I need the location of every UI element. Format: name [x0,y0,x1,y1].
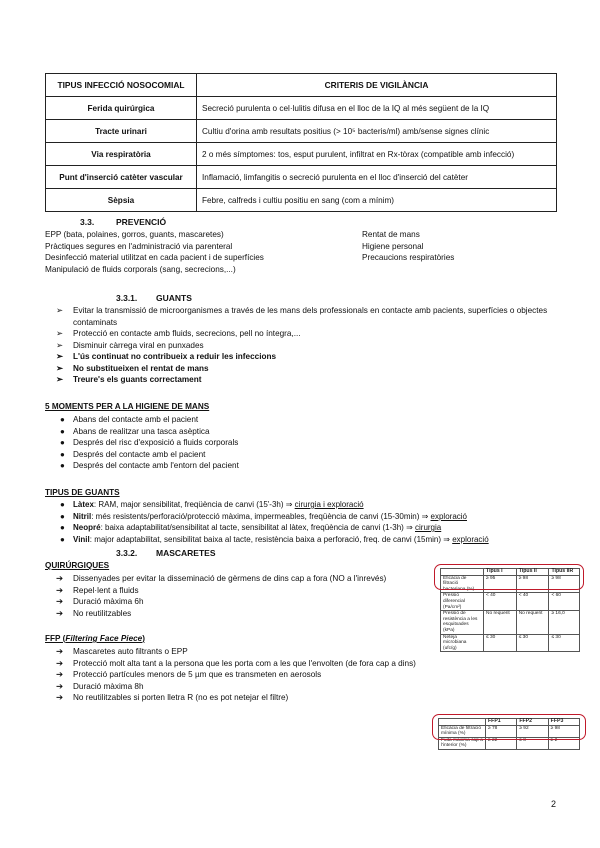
table-cell: < 60 [549,593,580,611]
criteria-cell: Inflamació, limfangitis o secreció purulenta en el lloc d'inserció del catèter [197,166,557,189]
list-item: ➔ Duració màxima 8h [56,680,144,691]
list-item: ● Nitril: més resistents/perforació/protecció màxima, impermeables, freqüència de canvi (15-30min) ⇒ exploració [60,511,467,521]
arrow-right-icon: ➔ [56,692,64,702]
dot-bullet-icon: ● [60,438,65,447]
arrow-bullet-icon: ➢ [56,362,64,373]
nosocomial-criteria-table [45,73,557,212]
list-item: ➔ Protecció partícules menors de 5 µm que es transmeten en aerosols [56,669,322,679]
table-cell: No requerit [484,611,517,634]
table-cell: ≤ 30 [549,634,580,652]
table-cell: ≥ 8 [517,737,548,749]
section-title: MASCARETES [156,548,216,558]
criteria-cell: 2 o més símptomes: tos, esput purulent, infiltrat en Rx-tòrax (compatible amb infecció) [197,143,557,166]
table-row [46,120,557,143]
table-cell: Eficàcia de filtració bacteriana (%) [441,575,484,593]
table-cell: ≥ 98 [516,575,549,593]
table-row [46,143,557,166]
table-cell: < 40 [516,593,549,611]
highlight-outline [434,564,584,590]
list-item: ● Després del contacte amb el pacient [60,449,206,459]
arrow-right-icon: ➔ [56,657,64,668]
moments-list [56,414,239,472]
dot-bullet-icon: ● [60,500,65,509]
arrow-right-icon: ➔ [56,596,64,606]
table-cell: Eficàcia de filtració mínima (%) [439,725,486,737]
arrow-bullet-icon: ➢ [56,374,64,384]
list-item: ● Abans de realitzar una tasca asèptica [60,426,210,436]
list-item: ➢ Evitar la transmissió de microorganismes a través de les mans dels professionals en contacte amb pacients, superfícies o objectes contaminats [56,305,548,327]
section-number: 3.3. [80,217,95,227]
glove-types-heading: TIPUS DE GUANTS [45,488,120,497]
table-cell: ≤ 30 [516,634,549,652]
arrow-right-icon: ➔ [56,607,64,618]
table-header-cell: FFP2 [517,719,548,726]
prevencio-left-list [45,229,264,275]
list-item: Rentat de mans [362,230,420,239]
table-cell: ≥ 2 [548,737,579,749]
arrow-right-icon: ➔ [56,573,64,583]
table-cell: ≥ 16,0 [549,611,580,634]
list-item: Pràctiques segures en l'administració via parenteral [45,241,233,251]
table-row [441,593,580,611]
surgical-masks-heading: QUIRÚRGIQUES [45,561,110,570]
table-cell: ≥ 98 [549,575,580,593]
list-item: ➔ No reutilitzables [56,607,132,618]
dot-bullet-icon: ● [60,415,65,424]
table-cell: ≥ 78 [486,725,517,737]
table-cell: Pressió diferencial (Pa/cm²) [441,593,484,611]
table-cell: ≥ 95 [484,575,517,593]
arrow-bullet-icon: ➢ [56,305,64,315]
list-item: Desinfecció material utilitzat en cada pacient i de superfícies [45,253,264,262]
infection-type-cell: Ferida quirúrgica [46,97,197,120]
list-item: ➔ Protecció molt alta tant a la persona que les porta com a les que l'envolten (de fora cap a dins) [56,657,416,668]
table-cell: Pressió de resistència a les esquitxades (kPa) [441,611,484,634]
dot-bullet-icon: ● [60,461,65,470]
table-cell: ≥ 92 [517,725,548,737]
section-heading-prevencio [80,217,166,227]
infection-type-cell: Sèpsia [46,189,197,212]
section-title: GUANTS [156,293,192,303]
list-item: Precaucions respiratòries [362,253,455,262]
dot-bullet-icon: ● [60,523,65,532]
highlight-outline [432,714,586,740]
dot-bullet-icon: ● [60,426,65,436]
table-header-row [46,74,557,97]
infection-type-cell: Punt d'inserció catèter vascular [46,166,197,189]
ffp-heading: FFP (Filtering Face Piece) [45,634,145,643]
criteria-cell: Secreció purulenta o cel·lulitis difusa en el lloc de la IQ al més següent de la IQ [197,97,557,120]
table-header-cell: Tipus II [516,569,549,576]
table-cell: Neteja microbiana (ufc/g) [441,634,484,652]
page-number: 2 [551,799,557,809]
dot-bullet-icon: ● [60,449,65,459]
table-cell: Fuita màxima cap a l'interior (%) [439,737,486,749]
section-number: 3.3.2. [116,548,138,558]
list-item: ● Abans del contacte amb el pacient [60,415,199,424]
section-title: PREVENCIÓ [116,217,167,227]
section-heading-guants [116,293,192,303]
table-cell: ≤ 30 [484,634,517,652]
glove-types-list [56,499,489,545]
list-item: ● Després del risc d'exposició a fluids corporals [60,438,239,447]
list-item: ➢ L'ús continuat no contribueix a reduir les infeccions [56,351,277,361]
criteria-cell: Febre, calfreds i cultiu positiu en sang (com a mínim) [197,189,557,212]
infection-type-cell: Via respiratòria [46,143,197,166]
list-item: EPP (bata, polaines, gorros, guants, mascaretes) [45,230,224,239]
list-item: ➢ No substitueixen el rentat de mans [56,362,209,373]
section-number: 3.3.1. [116,293,138,303]
table-row [46,189,557,212]
list-item: ➔ Mascaretes auto filtrants o EPP [56,646,188,656]
list-item: ● Neopré: baixa adaptabilitat/sensibilitat al tacte, sensibilitat al làtex, freqüència de canvi (1-3h) ⇒ cirurgia [60,523,442,532]
list-item: ● Vinil: major adaptabilitat, sensibilitat baixa al tacte, resistència baixa a perforació, freq. de canvi (15min) ⇒ exploració [60,534,489,544]
infection-type-cell: Tracte urinari [46,120,197,143]
table-cell: ≥ 22 [486,737,517,749]
arrow-bullet-icon: ➢ [56,328,64,338]
table-row [46,166,557,189]
list-item: ● Làtex: RAM, major sensibilitat, freqüència de canvi (15'-3h) ⇒ cirurgia i exploració [60,500,364,509]
criteria-cell: Cultiu d'orina amb resultats positius (> 10⁵ bacteris/ml) amb/sense signes clínic [197,120,557,143]
arrow-bullet-icon: ➢ [56,351,64,361]
list-item: ➢ Disminuir càrrega viral en punxades [56,339,204,350]
table-header-cell: Tipus I [484,569,517,576]
table-row [441,611,580,634]
list-item: ➢ Protecció en contacte amb fluids, secrecions, pell no íntegra,... [56,328,301,338]
arrow-right-icon: ➔ [56,646,64,656]
list-item: ➔ Duració màxima 6h [56,596,144,606]
surgical-masks-list [56,573,386,619]
table-header-cell: TIPUS INFECCIÓ NOSOCOMIAL [46,74,197,97]
arrow-right-icon: ➔ [56,669,64,679]
moments-heading: 5 MOMENTS PER A LA HIGIENE DE MANS [45,402,210,411]
list-item: ➔ Dissenyades per evitar la disseminació de gèrmens de dins cap a fora (NO a l'inrevés) [56,573,387,583]
table-row [46,97,557,120]
table-header-cell: Tipus IIR [549,569,580,576]
section-heading-mascaretes [116,548,216,558]
ffp-list [56,646,416,704]
list-item: ● Després del contacte amb l'entorn del pacient [60,461,239,470]
list-item: ➔ No reutilitzables si porten lletra R (no es pot netejar el filtre) [56,692,289,702]
dot-bullet-icon: ● [60,534,65,544]
arrow-right-icon: ➔ [56,680,64,691]
guants-list [56,305,561,386]
table-cell: ≥ 98 [548,725,579,737]
list-item: Higiene personal [362,241,424,251]
prevencio-right-list [362,229,454,264]
list-item: ➢ Treure's els guants correctament [56,374,202,384]
table-header-cell: FFP3 [548,719,579,726]
table-header-cell: CRITERIS DE VIGILÀNCIA [197,74,557,97]
table-cell: < 40 [484,593,517,611]
list-item: ➔ Repel·lent a fluids [56,584,139,595]
table-cell: No requerit [516,611,549,634]
table-header-cell: FFP1 [486,719,517,726]
table-row [441,634,580,652]
arrow-bullet-icon: ➢ [56,339,64,350]
list-item: Manipulació de fluids corporals (sang, secrecions,...) [45,264,236,274]
dot-bullet-icon: ● [60,511,65,521]
arrow-right-icon: ➔ [56,584,64,595]
